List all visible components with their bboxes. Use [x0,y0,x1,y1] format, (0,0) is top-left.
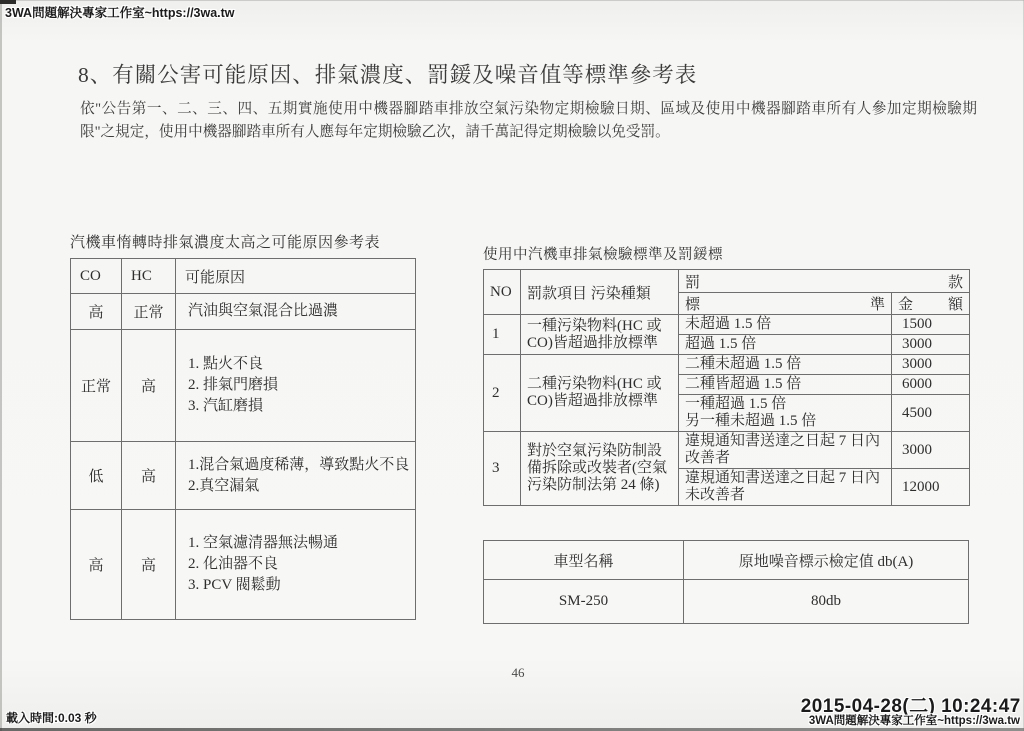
item-line: 一種污染物料(HC 或 [527,317,662,334]
cause-line: 1. 空氣濾清器無法暢通 [188,535,339,551]
co-level: 正常 [71,330,122,442]
item-line: 污染防制法第 24 條) [527,477,660,493]
group-number: 2 [484,355,521,432]
col-header-model: 車型名稱 [484,541,684,580]
criteria-cell: 未超過 1.5 倍 [679,315,892,335]
criteria-cell [679,395,892,432]
table-row [71,330,416,442]
group-number: 3 [484,432,521,506]
cause-cell [176,442,416,510]
col-header-fine [679,270,970,293]
amount-cell: 3000 [892,432,970,469]
cause-line: 3. 汽缸磨損 [188,398,264,414]
table-row [71,510,416,620]
model-cell: SM-250 [484,580,684,624]
watermark-top-left: 3WA問題解決專家工作室~https://3wa.tw [5,6,235,20]
penalty-header-row-1 [484,270,970,293]
noise-table-section [483,540,969,624]
col-header-standard [679,293,892,315]
co-level: 高 [71,294,122,330]
hc-level: 高 [122,442,176,510]
item-line: 備拆除或改裝者(空氣 [527,460,667,476]
page-number: 46 [511,665,525,680]
cause-table-section [70,231,416,620]
watermark-datetime: 2015-04-28(二) 10:24:47 [801,695,1021,717]
hc-level: 高 [122,330,176,442]
item-line: 對於空氣污染防制設 [527,443,663,459]
col-header-no: NO [484,270,521,315]
criteria-cell: 超過 1.5 倍 [679,335,892,355]
amount-cell: 3000 [892,355,970,375]
col-header-hc: HC [122,259,176,294]
violation-item [521,355,679,432]
cause-line: 2.真空漏氣 [188,477,260,494]
watermark-site: 3WA問題解決專家工作室~https://3wa.tw [808,715,1020,727]
item-line: 二種污染物料(HC 或 [527,376,662,392]
criteria-cell: 二種皆超過 1.5 倍 [679,375,892,395]
penalty-table-section [483,243,970,506]
amount-char-right: 額 [947,297,963,313]
criteria-line: 違規通知書送達之日起 7 日內 [685,470,881,486]
amount-char-left: 金 [898,297,914,313]
violation-item [521,432,679,506]
cause-line: 汽油與空氣混合比過濃 [188,303,339,319]
fine-char-left: 罰 [685,274,701,291]
co-level: 低 [71,442,122,510]
violation-item [521,315,679,355]
co-level: 高 [71,510,122,620]
criteria-line: 一種超過 1.5 倍 [685,396,787,412]
scan-edge-top [0,0,1024,1]
noise-table [483,540,969,624]
table-row [71,442,416,510]
cause-table-header-row [71,259,416,294]
criteria-line: 違規通知書送達之日起 7 日內 [685,433,881,449]
table-row [484,580,969,624]
table-row [484,432,970,469]
fine-char-right: 款 [947,274,963,291]
penalty-table-caption: 使用中汽機車排氣檢驗標準及罰鍰標 [483,247,723,263]
criteria-line: 改善者 [685,450,731,466]
cause-table-caption: 汽機車惰轉時排氣濃度太高之可能原因參考表 [70,235,381,251]
watermark-load-time: 載入時間:0.03 秒 [6,711,97,725]
criteria-cell: 二種未超過 1.5 倍 [679,355,892,375]
item-line: CO)皆超過排放標準 [527,393,658,409]
criteria-line: 未改善者 [685,487,746,503]
penalty-table [483,269,970,506]
noise-table-header-row [484,541,969,580]
table-row [484,355,970,375]
criteria-cell [679,432,892,469]
standard-char-right: 準 [869,297,885,313]
col-header-noise: 原地噪音標示檢定值 db(A) [684,541,969,580]
col-header-reason: 可能原因 [176,259,416,294]
hc-level: 高 [122,510,176,620]
standard-char-left: 標 [685,297,701,313]
cause-line: 3. PCV 閥鬆動 [188,577,281,593]
col-header-amount [892,293,970,315]
amount-cell: 6000 [892,375,970,395]
criteria-line: 另一種未超過 1.5 倍 [685,413,817,429]
amount-cell: 12000 [892,469,970,506]
hc-level: 正常 [122,294,176,330]
group-number: 1 [484,315,521,355]
cause-line: 2. 化油器不良 [188,556,279,572]
cause-line: 1.混合氣過度稀薄，導致點火不良 [188,456,410,473]
item-line: CO)皆超過排放標準 [527,334,658,351]
table-row [484,315,970,335]
col-header-co: CO [71,259,122,294]
cause-table [70,258,416,620]
amount-cell: 3000 [892,335,970,355]
intro-paragraph: 依"公告第一、二、三、四、五期實施使用中機器腳踏車排放空氣污染物定期檢驗日期、區域及使用中機器腳踏車所有人參加定期檢驗期限"之規定，使用中機器腳踏車所有人應每年定期檢驗乙次，請千萬記得定期檢驗以免受罰。 [80,101,977,140]
cause-cell [176,294,416,330]
cause-cell [176,330,416,442]
cause-line: 1. 點火不良 [188,356,264,372]
table-row [71,294,416,330]
noise-value-cell: 80db [684,580,969,624]
cause-line: 2. 排氣門磨損 [188,377,279,393]
scan-edge-left [0,0,2,731]
criteria-cell [679,469,892,506]
amount-cell: 1500 [892,315,970,335]
page-title: 8、有關公害可能原因、排氣濃度、罰鍰及噪音值等標準參考表 [78,63,698,87]
col-header-item: 罰款項目 污染種類 [521,270,679,315]
amount-cell: 4500 [892,395,970,432]
cause-cell [176,510,416,620]
